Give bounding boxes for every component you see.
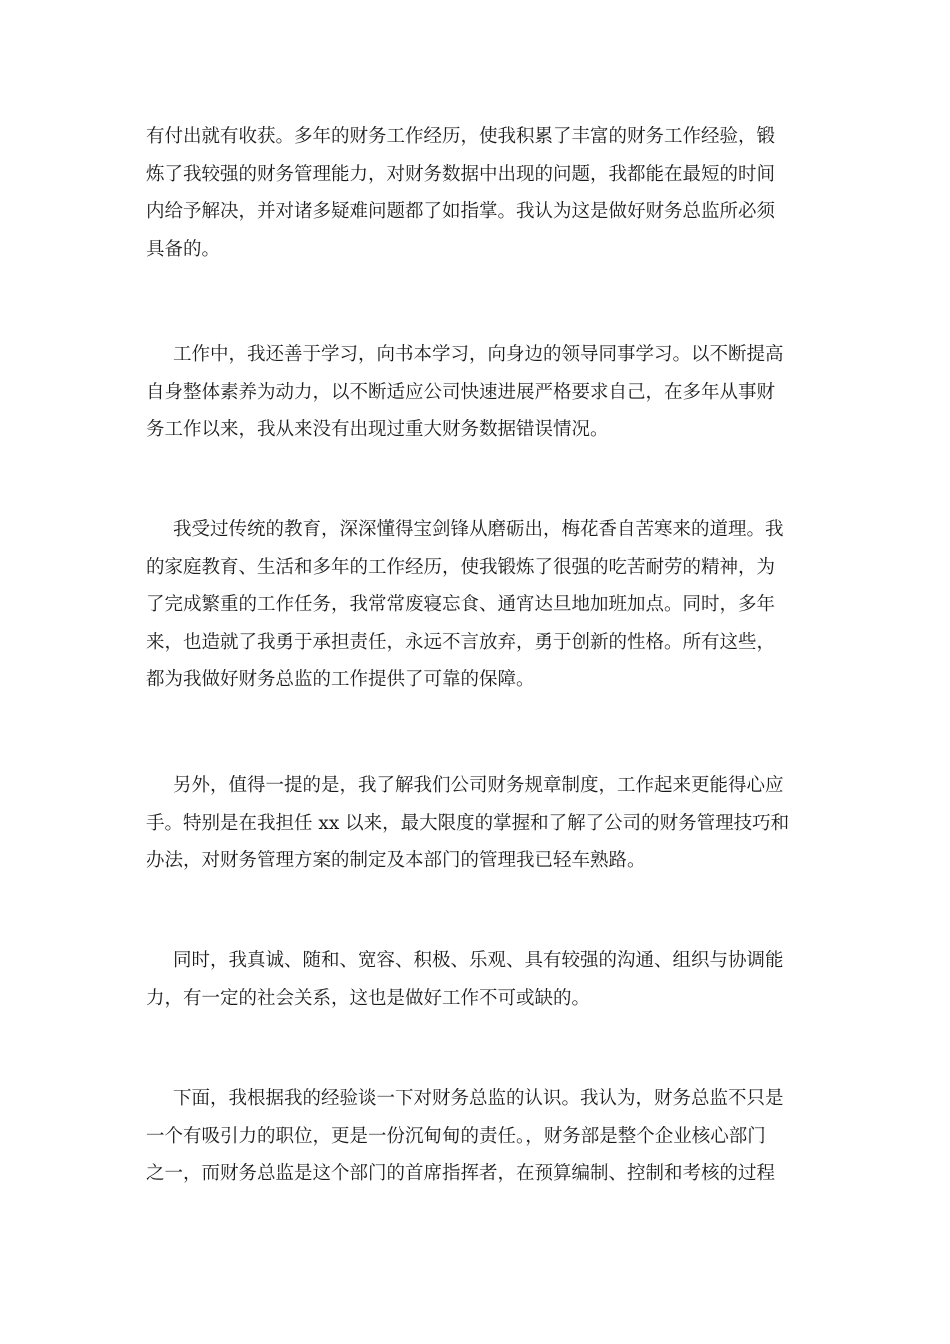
paragraph-2 bbox=[146, 336, 784, 449]
text-line: 自身整体素养为动力，以不断适应公司快速进展严格要求自己，在多年从事财 bbox=[146, 381, 776, 403]
text-line: 炼了我较强的财务管理能力，对财务数据中出现的问题，我都能在最短的时间 bbox=[146, 163, 776, 185]
text-line: 一个有吸引力的职位，更是一份沉甸甸的责任。，财务部是整个企业核心部门 bbox=[146, 1125, 766, 1147]
text-line: 力，有一定的社会关系，这也是做好工作不可或缺的。 bbox=[146, 987, 591, 1009]
text-line: 另外，值得一提的是，我了解我们公司财务规章制度，工作起来更能得心应 bbox=[173, 775, 784, 796]
text-line: 有付出就有收获。多年的财务工作经历，使我积累了丰富的财务工作经验，锻 bbox=[146, 126, 776, 147]
paragraph-1 bbox=[146, 118, 775, 268]
text-line: 都为我做好财务总监的工作提供了可靠的保障。 bbox=[146, 669, 535, 690]
paragraph-6 bbox=[146, 1080, 784, 1193]
paragraph-5 bbox=[146, 942, 784, 1017]
text-line: 之一，而财务总监是这个部门的首席指挥者，在预算编制、控制和考核的过程 bbox=[146, 1163, 776, 1184]
text-line: 手。特别是在我担任 xx 以来，最大限度的掌握和了解了公司的财务管理技巧和 bbox=[146, 812, 790, 834]
text-line: 具备的。 bbox=[146, 238, 221, 260]
text-line: 下面，我根据我的经验谈一下对财务总监的认识。我认为，财务总监不只是 bbox=[173, 1088, 784, 1109]
text-line: 内给予解决，并对诸多疑难问题都了如指掌。我认为这是做好财务总监所必须 bbox=[146, 201, 776, 222]
text-line: 工作中，我还善于学习，向书本学习，向身边的领导同事学习。以不断提高 bbox=[173, 344, 784, 365]
text-line: 我受过传统的教育，深深懂得宝剑锋从磨砺出，梅花香自苦寒来的道理。我 bbox=[173, 519, 784, 540]
paragraph-3 bbox=[146, 511, 784, 699]
text-line: 务工作以来，我从来没有出现过重大财务数据错误情况。 bbox=[146, 419, 609, 440]
paragraph-4 bbox=[146, 767, 789, 880]
text-line: 办法，对财务管理方案的制定及本部门的管理我已轻车熟路。 bbox=[146, 850, 646, 871]
text-line: 同时，我真诚、随和、宽容、积极、乐观、具有较强的沟通、组织与协调能 bbox=[173, 950, 784, 971]
text-line: 了完成繁重的工作任务，我常常废寝忘食、通宵达旦地加班加点。同时，多年 bbox=[146, 594, 776, 615]
text-line: 来，也造就了我勇于承担责任，永远不言放弃，勇于创新的性格。所有这些， bbox=[146, 631, 776, 653]
text-line: 的家庭教育、生活和多年的工作经历，使我锻炼了很强的吃苦耐劳的精神，为 bbox=[146, 556, 776, 578]
